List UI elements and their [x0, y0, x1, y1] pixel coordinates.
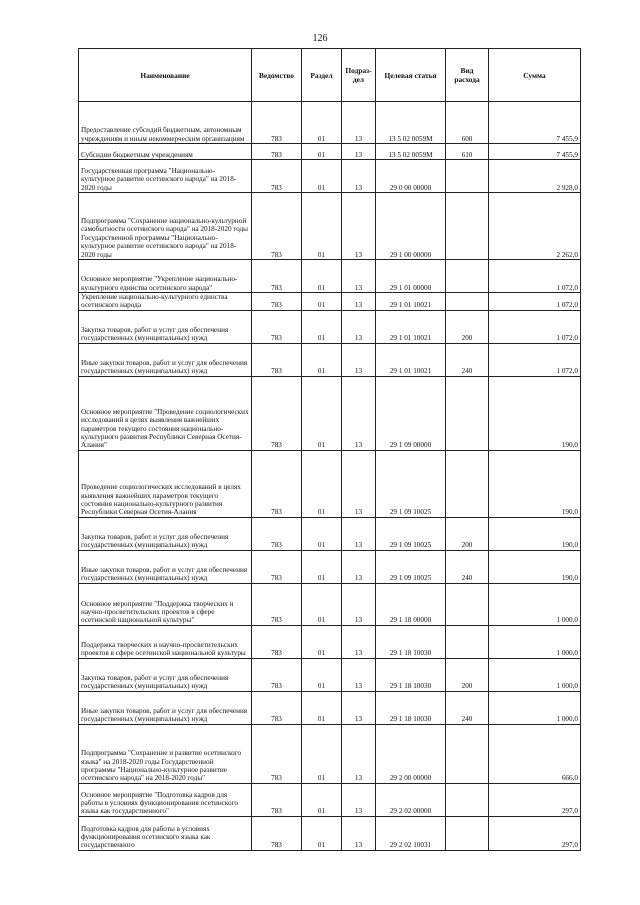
- row-name: Основное мероприятие "Укрепление национально-культурного единства осетинского народа": [79, 260, 252, 293]
- row-sum: 1 000,0: [489, 691, 581, 724]
- row-section: 01: [302, 310, 342, 343]
- row-target-article: 29 1 00 00000: [376, 193, 446, 260]
- row-subsection: 13: [342, 102, 376, 144]
- header-target-article: Целевая статья: [376, 49, 446, 102]
- table-row: [79, 310, 581, 343]
- row-sum: 666,0: [489, 724, 581, 783]
- row-name: Основное мероприятие "Проведение социологических исследований в целях выявления важнейших параметров текущего состояния национально-культурного развития Республики Северная Осетия-Алания": [79, 376, 252, 450]
- row-sum: 2 262,0: [489, 193, 581, 260]
- row-subsection: 13: [342, 310, 376, 343]
- header-section: Раздел: [302, 49, 342, 102]
- row-expense-type: [446, 376, 489, 450]
- row-section: 01: [302, 625, 342, 658]
- header-department: Ведомство: [252, 49, 302, 102]
- page-number: 126: [312, 33, 328, 44]
- row-sum: 1 000,0: [489, 625, 581, 658]
- row-expense-type: [446, 583, 489, 625]
- table-row: [79, 376, 581, 450]
- row-sum: 1 072,0: [489, 260, 581, 293]
- table-header-row: [79, 49, 581, 102]
- row-subsection: 13: [342, 193, 376, 260]
- row-section: 01: [302, 550, 342, 583]
- header-expense-type: Вид расхода: [446, 49, 489, 102]
- row-department: 783: [252, 376, 302, 450]
- row-name: Государственная программа "Национально-культурное развитие осетинского народа" на 2018-2020 годы: [79, 160, 252, 193]
- row-section: 01: [302, 160, 342, 193]
- row-target-article: 29 1 09 00000: [376, 376, 446, 450]
- row-target-article: 29 2 00 00000: [376, 724, 446, 783]
- row-sum: 190,0: [489, 450, 581, 517]
- row-name: Поддержка творческих и научно-просветительских проектов в сфере осетинской национальной культуры: [79, 625, 252, 658]
- row-target-article: 13 5 02 0059М: [376, 102, 446, 144]
- row-target-article: 29 1 18 10030: [376, 658, 446, 691]
- row-target-article: 29 1 18 10030: [376, 625, 446, 658]
- row-section: 01: [302, 517, 342, 550]
- row-expense-type: 200: [446, 658, 489, 691]
- row-expense-type: [446, 160, 489, 193]
- row-subsection: 13: [342, 343, 376, 376]
- row-department: 783: [252, 583, 302, 625]
- row-subsection: 13: [342, 658, 376, 691]
- table-row: [79, 193, 581, 260]
- row-section: 01: [302, 102, 342, 144]
- row-department: 783: [252, 625, 302, 658]
- table-row: [79, 260, 581, 293]
- row-subsection: 13: [342, 691, 376, 724]
- row-department: 783: [252, 691, 302, 724]
- row-target-article: 29 1 01 10021: [376, 343, 446, 376]
- row-sum: 1 072,0: [489, 310, 581, 343]
- row-target-article: 29 0 00 00000: [376, 160, 446, 193]
- row-target-article: 29 1 01 10021: [376, 310, 446, 343]
- row-name: Предоставление субсидий бюджетным, автономным учреждениям и иным некоммерческим организациям: [79, 102, 252, 144]
- header-subsection: Подраз-дел: [342, 49, 376, 102]
- row-subsection: 13: [342, 550, 376, 583]
- row-section: 01: [302, 260, 342, 293]
- row-name: Субсидии бюджетным учреждениям: [79, 144, 252, 160]
- table-row: [79, 550, 581, 583]
- table-row: [79, 160, 581, 193]
- table-row: [79, 691, 581, 724]
- row-target-article: 29 1 09 10025: [376, 517, 446, 550]
- row-section: 01: [302, 691, 342, 724]
- row-target-article: 29 1 18 10030: [376, 691, 446, 724]
- row-department: 783: [252, 550, 302, 583]
- row-section: 01: [302, 724, 342, 783]
- row-expense-type: 610: [446, 144, 489, 160]
- row-name: Закупка товаров, работ и услуг для обеспечения государственных (муниципальных) нужд: [79, 658, 252, 691]
- row-name: Подготовка кадров для работы в условиях функционирования осетинского языка как государственного: [79, 816, 252, 850]
- row-sum: 1 072,0: [489, 293, 581, 311]
- row-section: 01: [302, 583, 342, 625]
- row-department: 783: [252, 450, 302, 517]
- row-sum: 297,0: [489, 816, 581, 850]
- row-sum: 1 000,0: [489, 658, 581, 691]
- row-subsection: 13: [342, 376, 376, 450]
- table-row: [79, 724, 581, 783]
- row-target-article: 29 1 09 10025: [376, 550, 446, 583]
- row-name: Подпрограмма "Сохранение и развитие осетинского языка" на 2018-2020 годы Государственной программы "Национально-культурное развитие осетинского народа" на 2018-2020 годы": [79, 724, 252, 783]
- row-sum: 190,0: [489, 517, 581, 550]
- table-row: [79, 625, 581, 658]
- row-section: 01: [302, 450, 342, 517]
- row-department: 783: [252, 724, 302, 783]
- row-section: 01: [302, 343, 342, 376]
- row-expense-type: 200: [446, 517, 489, 550]
- row-subsection: 13: [342, 816, 376, 850]
- row-sum: 7 455,9: [489, 144, 581, 160]
- row-subsection: 13: [342, 293, 376, 311]
- row-target-article: 29 1 18 00000: [376, 583, 446, 625]
- row-sum: 2 928,0: [489, 160, 581, 193]
- row-department: 783: [252, 102, 302, 144]
- row-sum: 190,0: [489, 550, 581, 583]
- table-row: [79, 102, 581, 144]
- header-sum: Сумма: [489, 49, 581, 102]
- row-sum: 7 455,9: [489, 102, 581, 144]
- row-subsection: 13: [342, 160, 376, 193]
- row-expense-type: [446, 816, 489, 850]
- row-expense-type: 200: [446, 310, 489, 343]
- row-section: 01: [302, 144, 342, 160]
- row-target-article: 29 1 01 00000: [376, 260, 446, 293]
- row-name: Иные закупки товаров, работ и услуг для обеспечения государственных (муниципальных) нужд: [79, 343, 252, 376]
- row-section: 01: [302, 816, 342, 850]
- row-target-article: 29 2 02 00000: [376, 783, 446, 816]
- row-department: 783: [252, 816, 302, 850]
- row-section: 01: [302, 658, 342, 691]
- row-name: Проведение социологических исследований в целях выявления важнейших параметров текущего состояния национально-культурного развития Республики Северная Осетия-Алания: [79, 450, 252, 517]
- row-expense-type: [446, 450, 489, 517]
- row-target-article: 29 1 09 10025: [376, 450, 446, 517]
- row-subsection: 13: [342, 724, 376, 783]
- row-department: 783: [252, 783, 302, 816]
- row-name: Укрепление национально-культурного единства осетинского народа: [79, 293, 252, 311]
- row-subsection: 13: [342, 583, 376, 625]
- row-name: Основное мероприятие "Подготовка кадров для работы в условиях функционирования осетинского языка как государственного": [79, 783, 252, 816]
- row-name: Подпрограмма "Сохранение национально-культурной самобытности осетинского народа" на 2018-2020 годы Государственной программы "Национально-культурное развитие осетинского народа" на 2018-2020 годы: [79, 193, 252, 260]
- row-department: 783: [252, 658, 302, 691]
- row-target-article: 29 1 01 10021: [376, 293, 446, 311]
- row-expense-type: [446, 293, 489, 311]
- row-department: 783: [252, 160, 302, 193]
- row-department: 783: [252, 193, 302, 260]
- row-expense-type: 240: [446, 550, 489, 583]
- table-row: [79, 517, 581, 550]
- row-department: 783: [252, 517, 302, 550]
- row-expense-type: 600: [446, 102, 489, 144]
- row-expense-type: [446, 625, 489, 658]
- row-name: Иные закупки товаров, работ и услуг для обеспечения государственных (муниципальных) нужд: [79, 691, 252, 724]
- row-expense-type: [446, 260, 489, 293]
- row-name: Закупка товаров, работ и услуг для обеспечения государственных (муниципальных) нужд: [79, 310, 252, 343]
- table-row: [79, 293, 581, 311]
- table-row: [79, 144, 581, 160]
- row-subsection: 13: [342, 517, 376, 550]
- row-subsection: 13: [342, 260, 376, 293]
- row-department: 783: [252, 260, 302, 293]
- table-row: [79, 783, 581, 816]
- row-name: Закупка товаров, работ и услуг для обеспечения государственных (муниципальных) нужд: [79, 517, 252, 550]
- row-department: 783: [252, 144, 302, 160]
- row-expense-type: 240: [446, 691, 489, 724]
- row-subsection: 13: [342, 450, 376, 517]
- table-row: [79, 450, 581, 517]
- row-subsection: 13: [342, 783, 376, 816]
- row-sum: 190,0: [489, 376, 581, 450]
- row-target-article: 29 2 02 10031: [376, 816, 446, 850]
- table-row: [79, 658, 581, 691]
- header-name: Наименование: [79, 49, 252, 102]
- table-body: [79, 102, 581, 851]
- row-target-article: 13 5 02 0059М: [376, 144, 446, 160]
- row-name: Иные закупки товаров, работ и услуг для обеспечения государственных (муниципальных) нужд: [79, 550, 252, 583]
- row-section: 01: [302, 376, 342, 450]
- row-subsection: 13: [342, 144, 376, 160]
- row-department: 783: [252, 293, 302, 311]
- table-row: [79, 816, 581, 850]
- row-sum: 1 072,0: [489, 343, 581, 376]
- row-expense-type: [446, 724, 489, 783]
- row-sum: 1 000,0: [489, 583, 581, 625]
- table-row: [79, 343, 581, 376]
- row-subsection: 13: [342, 625, 376, 658]
- row-section: 01: [302, 193, 342, 260]
- row-section: 01: [302, 783, 342, 816]
- row-department: 783: [252, 310, 302, 343]
- table-row: [79, 583, 581, 625]
- row-expense-type: 240: [446, 343, 489, 376]
- row-expense-type: [446, 783, 489, 816]
- row-department: 783: [252, 343, 302, 376]
- budget-table: [78, 48, 581, 851]
- row-section: 01: [302, 293, 342, 311]
- row-sum: 297,0: [489, 783, 581, 816]
- row-expense-type: [446, 193, 489, 260]
- row-name: Основное мероприятие "Поддержка творческих и научно-просветительских проектов в сфере осетинской национальной культуры": [79, 583, 252, 625]
